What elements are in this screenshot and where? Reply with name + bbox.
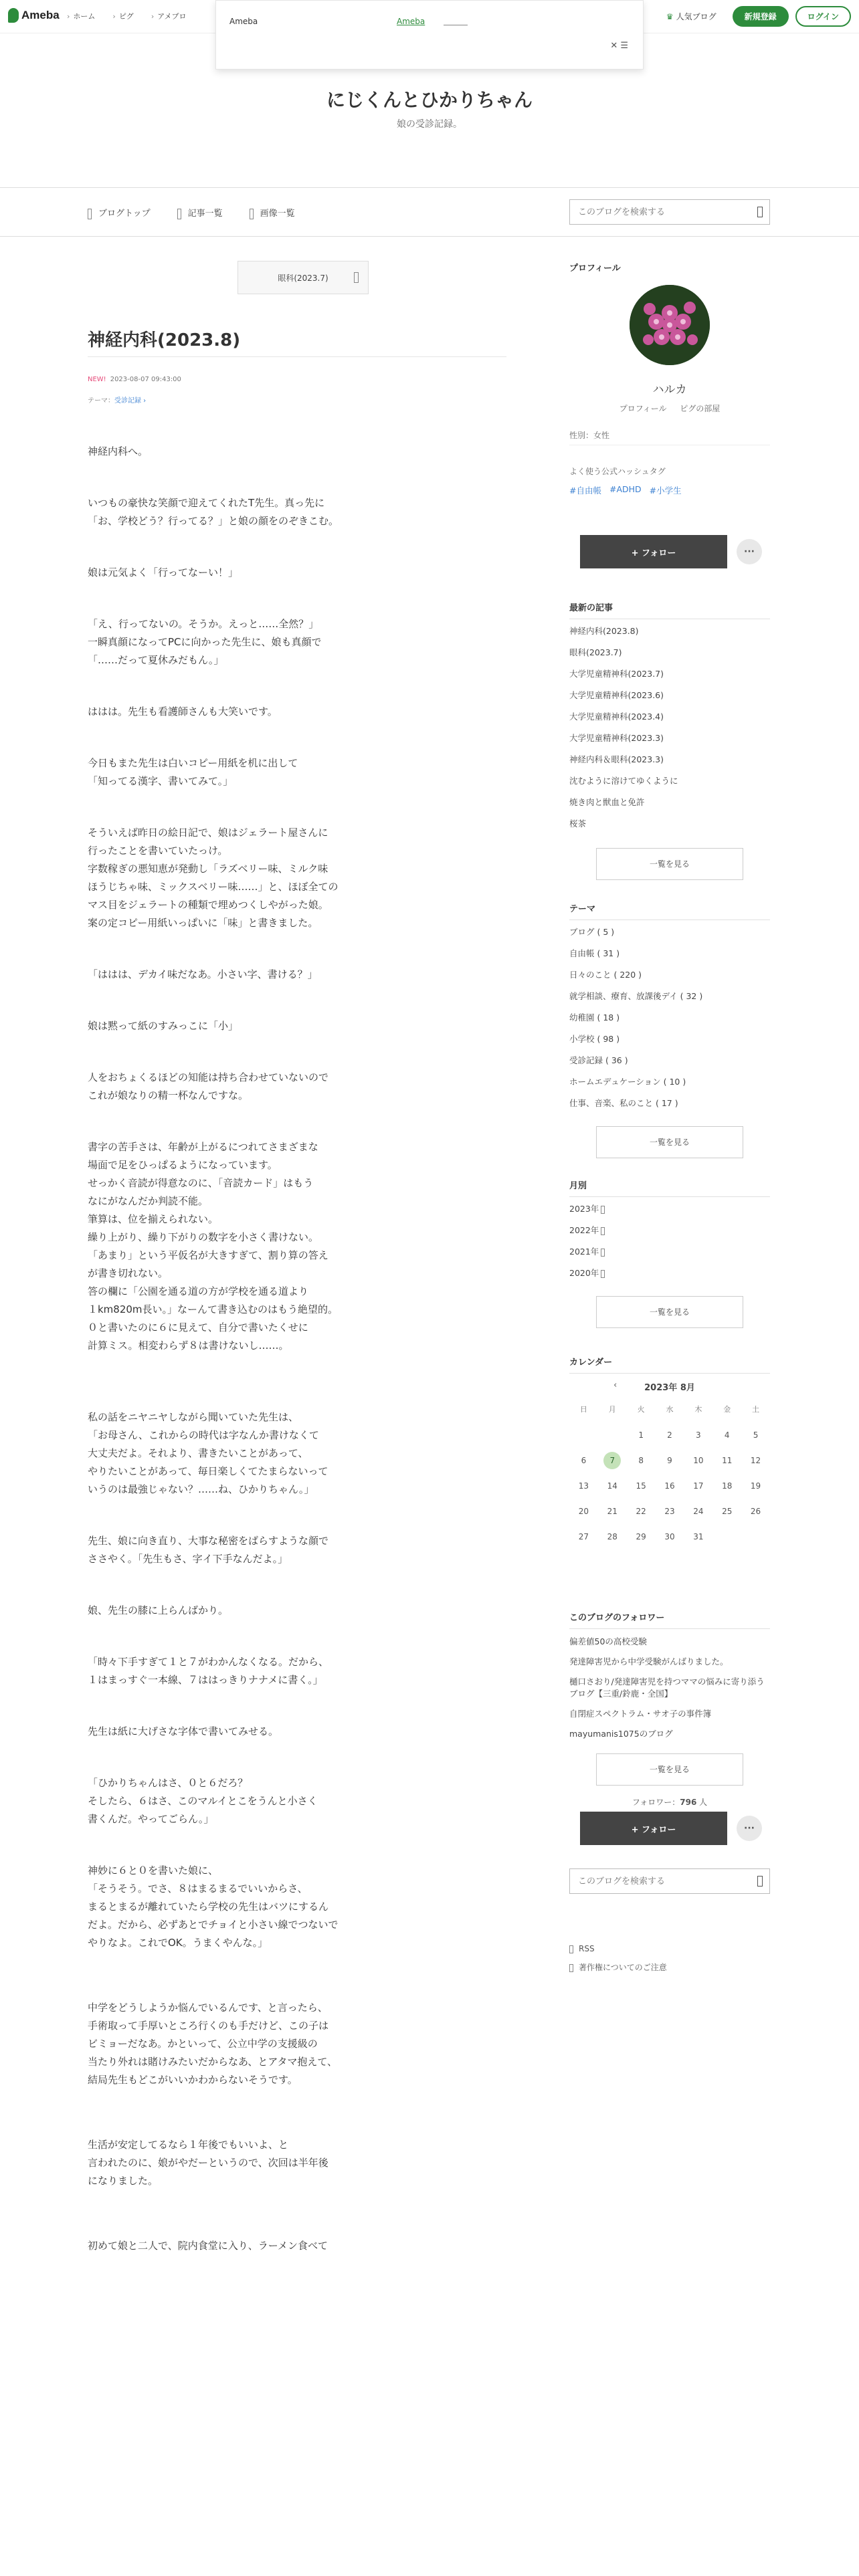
- entry-paragraph: 娘、先生の膝に上らんばかり。: [88, 1604, 229, 1616]
- calendar-prev-icon[interactable]: ‹: [613, 1380, 617, 1390]
- recent-list: [569, 621, 770, 835]
- recent-entry-link[interactable]: [569, 706, 770, 728]
- entry-theme: [88, 395, 146, 405]
- entry-paragraph: 先生は紙に大げさな字体で書いてみせる。: [88, 1725, 279, 1737]
- calendar-day[interactable]: 25: [722, 1507, 733, 1516]
- profile-links: [569, 403, 770, 414]
- entry-paragraph: そういえば昨日の絵日記で、娘はジェラート屋さんに 行ったことを書いていたっけ。 字数稼ぎの悪知恵が発動し「ラズベリー味、ミルク味 ほうじちゃ味、ミックスベリー味……」と、ほぼ全ての マス目をジェラートの種類で埋めつくしやがった娘。 案の定コピー用紙いっぱいに「味」と書きました。: [88, 827, 339, 929]
- global-nav: [67, 11, 187, 21]
- theme-link[interactable]: [569, 1050, 770, 1071]
- followers-section: [569, 1610, 770, 1845]
- calendar-day[interactable]: 30: [664, 1532, 675, 1541]
- theme-label: 受診記録: [114, 397, 141, 405]
- theme-link-label: 幼稚園 ( 18 ): [569, 1012, 620, 1023]
- recent-entry-link[interactable]: [569, 621, 770, 642]
- month-link[interactable]: [569, 1220, 770, 1241]
- prev-entry-label: 眼科(2023.7): [278, 273, 328, 283]
- profile-gender: 性別：女性: [569, 431, 610, 440]
- entry-paragraph: 娘は黙って紙のすみっこに「小」: [88, 1020, 239, 1032]
- entry-paragraph: 神妙に６と０を書いた娘に、 「そうそう。でさ、８はまるまるでいいからさ、 まるとまるが離れていたら学校の先生はバツにするん だよ。だから、必ずあとでチョイと小さい線でつないで やりなよ。これでOK。うまくやんな。」: [88, 1864, 339, 1949]
- hashtag-link[interactable]: #自由帳: [569, 486, 601, 496]
- entry-paragraph: 先生、娘に向き直り、大事な秘密をばらすような顔で ささやく。「先生もさ、字イ下手なんだよ。」: [88, 1535, 329, 1565]
- recent-entry-link[interactable]: [569, 728, 770, 749]
- calendar-day[interactable]: 9: [667, 1456, 672, 1465]
- calendar-day[interactable]: 6: [581, 1456, 587, 1465]
- calendar-day[interactable]: 22: [636, 1507, 646, 1516]
- calendar-day[interactable]: 10: [693, 1456, 704, 1465]
- hashtag-link[interactable]: #小学生: [649, 486, 682, 496]
- calendar-empty-cell: [569, 1422, 598, 1448]
- dropdown-link[interactable]: Ameba: [397, 17, 425, 26]
- recent-entry-link[interactable]: [569, 749, 770, 770]
- entry-paragraph: 生活が安定してるなら１年後でもいいよ、と 言われたのに、娘がやだーというので、次回は半年後 になりました。: [88, 2139, 328, 2187]
- signup-button[interactable]: 新規登録: [733, 6, 789, 27]
- follow-button[interactable]: + フォロー: [580, 535, 727, 568]
- profile-heading: プロフィール: [569, 263, 621, 274]
- entry-paragraph: 今日もまた先生は白いコピー用紙を机に出して 「知ってる漢字、書いてみて。」: [88, 757, 298, 787]
- calendar-section: [569, 1355, 770, 1549]
- theme-link-label: ブログ ( 5 ): [569, 927, 615, 937]
- ameba-logo[interactable]: [8, 8, 60, 23]
- entry-paragraph: 「ははは、デカイ味だなあ。小さい字、書ける？」: [88, 968, 318, 980]
- recent-entry-link-label: 焼き肉と獣血と免許: [569, 797, 645, 807]
- blog-title[interactable]: にじくんとひかりちゃん: [326, 89, 533, 111]
- profile-name[interactable]: ハルカ: [652, 383, 687, 397]
- recent-entry-link[interactable]: [569, 813, 770, 835]
- entry-paragraph: 娘は元気よく「行ってなーい！」: [88, 566, 239, 578]
- calendar-day[interactable]: 11: [722, 1456, 733, 1465]
- theme-link-label: 受診記録 ( 36 ): [569, 1055, 628, 1065]
- ameba-leaf-icon: [8, 8, 19, 23]
- more-menu-icon[interactable]: ···: [737, 539, 762, 564]
- theme-link-label: 就学相談、療育、放課後デイ ( 32 ): [569, 991, 703, 1001]
- sidebar-search: [569, 1868, 770, 1894]
- calendar-day[interactable]: 23: [664, 1507, 675, 1516]
- followers-heading: このブログのフォロワー: [569, 1610, 770, 1629]
- month-link-label: 2022年: [569, 1225, 599, 1235]
- calendar-empty-cell: [598, 1422, 627, 1448]
- tab-entry-list[interactable]: [177, 206, 223, 219]
- month-link-label: 2020年: [569, 1268, 599, 1278]
- nav-home[interactable]: › ホーム: [67, 11, 95, 21]
- calendar-day[interactable]: 13: [578, 1481, 589, 1491]
- entry-paragraph: 書字の苦手さは、年齢が上がるにつれてさまざまな 場面で足をひっぱるようになっています。 せっかく音読が得意なのに、「音読カード」はもう なにがなんだか判読不能。 筆算は、位を揃えられない。 繰り上がり、繰り下がりの数字を小さく書けない。 「あまり」という平仮名が大きすぎて、割り算の答え が書き切れない。 答の欄に「公園を通る道の方が学校を通る道より １km820m長い。」なーんて書き込むのはもう絶望的。 ０と書いたのに６に見えて、自分で書いたくせに 計算ミス。相変わらず８は書けないし……。: [88, 1141, 339, 1352]
- theme-link-label: ホームエデュケーション ( 10 ): [569, 1077, 686, 1087]
- theme-link[interactable]: [569, 1007, 770, 1029]
- followers-more-button[interactable]: 一覧を見る: [596, 1753, 743, 1786]
- followed-blog-link[interactable]: 樋口さおり/発達障害児を持つママの悩みに寄り添うブログ【三重/鈴鹿・全国】: [569, 1677, 765, 1699]
- theme-link[interactable]: [569, 964, 770, 986]
- calendar-day[interactable]: 18: [722, 1481, 733, 1491]
- folder-icon: [601, 1227, 605, 1235]
- new-badge: NEW!: [88, 376, 106, 383]
- calendar-day[interactable]: 21: [607, 1507, 617, 1516]
- recent-entry-link-label: 桜茶: [569, 819, 587, 829]
- logo-text: Ameba: [21, 9, 60, 21]
- calendar-weekday: 土: [752, 1405, 760, 1414]
- document-icon: [569, 1964, 573, 1972]
- recent-entry-link-label: 眼科(2023.7): [569, 647, 622, 657]
- themes-section: [569, 901, 770, 1158]
- ameba-dropdown-panel: [215, 0, 644, 70]
- entry-title[interactable]: 神経内科(2023.8): [88, 330, 241, 350]
- calendar-day[interactable]: 15: [636, 1481, 646, 1491]
- theme-link[interactable]: [569, 1071, 770, 1093]
- blog-nav: [0, 187, 859, 237]
- blog-search: [569, 199, 770, 225]
- recent-entry-link[interactable]: [569, 685, 770, 706]
- calendar-weekday: 火: [637, 1405, 645, 1414]
- nav-pigg[interactable]: › ピグ: [112, 11, 133, 21]
- recent-more-button[interactable]: 一覧を見る: [596, 848, 743, 880]
- calendar-day[interactable]: 31: [693, 1532, 704, 1541]
- copyright-link[interactable]: 著作権についてのご注意: [579, 1963, 667, 1972]
- monthly-section: [569, 1178, 770, 1328]
- followed-blog-link[interactable]: 偏差値50の高校受験: [569, 1636, 647, 1646]
- entry-datetime: 2023-08-07 09:43:00: [110, 376, 181, 383]
- entry-paragraph: 神経内科へ。: [88, 445, 149, 457]
- calendar-day[interactable]: 3: [696, 1430, 701, 1440]
- recent-entry-link-label: 大学児童精神科(2023.3): [569, 733, 664, 743]
- popular-blog-label: 人気ブログ: [676, 12, 717, 21]
- rss-link[interactable]: RSS: [579, 1944, 595, 1953]
- calendar-day[interactable]: 28: [607, 1532, 617, 1541]
- theme-link[interactable]: 受診記録 ›: [114, 397, 147, 405]
- folder-icon: [601, 1206, 605, 1214]
- calendar-today: 7: [603, 1452, 621, 1469]
- month-link[interactable]: [569, 1198, 770, 1220]
- calendar-day[interactable]: 2: [667, 1430, 672, 1440]
- search-icon[interactable]: [757, 1876, 763, 1887]
- calendar-day[interactable]: 5: [753, 1430, 759, 1440]
- entry-paragraph: 人をおちょくるほどの知能は持ち合わせていないので これが娘なりの精一杯なんですな。: [88, 1071, 329, 1101]
- tab-label: ブログトップ: [98, 209, 151, 219]
- month-link-label: 2021年: [569, 1247, 599, 1257]
- header-actions: [666, 6, 851, 27]
- month-link-label: 2023年: [569, 1204, 599, 1214]
- follower-count-suffix: 人: [696, 1798, 708, 1807]
- calendar-weekday: 金: [723, 1405, 731, 1414]
- tab-label: 記事一覧: [187, 209, 223, 219]
- tab-image-list[interactable]: [250, 206, 295, 219]
- sidebar-footer-links: [569, 1939, 667, 1977]
- monthly-more-button[interactable]: 一覧を見る: [596, 1296, 743, 1328]
- calendar-day[interactable]: 24: [693, 1507, 704, 1516]
- month-link[interactable]: [569, 1241, 770, 1263]
- calendar-empty-cell: [712, 1524, 741, 1549]
- profile-link[interactable]: プロフィール: [619, 404, 667, 413]
- hashtag-heading: よく使う公式ハッシュタグ: [569, 467, 666, 476]
- title-divider: [88, 356, 506, 357]
- pigg-room-link[interactable]: ピグの部屋: [680, 404, 721, 413]
- image-list-icon: [250, 209, 254, 219]
- flower-avatar-image: [630, 285, 710, 365]
- entry-paragraph: ははは。先生も看護師さんも大笑いです。: [88, 706, 278, 718]
- month-list: [569, 1198, 770, 1284]
- entry-paragraph: 私の話をニヤニヤしながら聞いていた先生は、 「お母さん、これからの時代は字なんか書けなくて 大丈夫だよ。それより、書きたいことがあって、 やりたいことがあって、毎日楽しくてたまらないって いうのは最強じゃない？……ね、ひかりちゃん。」: [88, 1411, 328, 1495]
- follower-count-value: 796: [680, 1798, 697, 1807]
- calendar-day[interactable]: 26: [750, 1507, 761, 1516]
- popular-blog-link[interactable]: [666, 11, 717, 22]
- entry-paragraph: 初めて娘と二人で、院内食堂に入り、ラーメン食べて: [88, 2240, 328, 2252]
- recent-entries-section: [569, 601, 770, 880]
- entry-body: [88, 443, 506, 2255]
- more-menu-icon[interactable]: ···: [737, 1816, 762, 1841]
- calendar-heading: カレンダー: [569, 1355, 770, 1374]
- sidebar-search-input[interactable]: [570, 1869, 769, 1893]
- entry-meta: [88, 376, 181, 383]
- profile-section: [569, 261, 770, 558]
- bottom-follow-row: [580, 1812, 770, 1845]
- theme-link-label: 日々のこと ( 220 ): [569, 970, 642, 980]
- calendar-day[interactable]: 17: [693, 1481, 704, 1491]
- rss-icon: [569, 1945, 573, 1953]
- themes-more-button[interactable]: 一覧を見る: [596, 1126, 743, 1158]
- calendar-day[interactable]: 27: [578, 1532, 589, 1541]
- follower-count: [569, 1796, 770, 1808]
- theme-link-label: 自由帳 ( 31 ): [569, 948, 620, 958]
- calendar-day[interactable]: 20: [578, 1507, 589, 1516]
- theme-link-label: 仕事、音楽、私のこと ( 17 ): [569, 1098, 678, 1108]
- follower-count-prefix: フォロワー：: [632, 1798, 680, 1807]
- calendar-day[interactable]: 19: [750, 1481, 761, 1491]
- recent-entry-link-label: 神経内科＆眼科(2023.3): [569, 754, 664, 764]
- recent-entry-link[interactable]: [569, 642, 770, 663]
- recent-entry-link[interactable]: [569, 792, 770, 813]
- dropdown-close-icon[interactable]: ✕ ☰: [610, 41, 628, 51]
- tab-blog-top[interactable]: [88, 206, 151, 219]
- calendar-month: [569, 1380, 770, 1393]
- calendar-empty-cell: [741, 1524, 770, 1549]
- theme-link[interactable]: [569, 943, 770, 964]
- theme-link[interactable]: [569, 1029, 770, 1050]
- calendar-day[interactable]: 16: [664, 1481, 675, 1491]
- calendar-day[interactable]: 29: [636, 1532, 646, 1541]
- avatar[interactable]: [630, 285, 710, 365]
- entry-paragraph: 「時々下手すぎて１と７がわかんなくなる。だから、 １はまっすぐ一本線、７ははっきりナナメに書く。」: [88, 1656, 329, 1686]
- recent-heading: 最新の記事: [569, 601, 770, 619]
- calendar-grid: [569, 1397, 770, 1549]
- recent-entry-link[interactable]: [569, 770, 770, 792]
- calendar-weekday: 水: [666, 1405, 674, 1414]
- calendar-day[interactable]: 1: [638, 1430, 644, 1440]
- recent-entry-link[interactable]: [569, 663, 770, 685]
- crown-icon: ♛: [666, 12, 674, 21]
- monthly-heading: 月別: [569, 1178, 770, 1197]
- calendar-day[interactable]: 12: [750, 1456, 761, 1465]
- theme-link-label: 小学校 ( 98 ): [569, 1034, 620, 1044]
- entry-list-icon: [177, 209, 181, 219]
- blog-nav-tabs: [88, 206, 295, 219]
- theme-prefix: テーマ：: [88, 397, 114, 405]
- calendar-weekday: 木: [694, 1405, 702, 1414]
- recent-entry-link-label: 大学児童精神科(2023.6): [569, 690, 664, 700]
- chevron-right-icon: [354, 272, 359, 283]
- login-button[interactable]: ログイン: [795, 6, 851, 27]
- folder-icon: [601, 1270, 605, 1278]
- nav-ameblo[interactable]: › アメブロ: [151, 11, 187, 21]
- theme-link[interactable]: [569, 1093, 770, 1114]
- entry-paragraph: 「え、行ってないの。そうか。えっと……全然？」 一瞬真顔になってPCに向かった先生に、娘も真顔で 「……だって夏休みだもん。」: [88, 618, 322, 666]
- dropdown-title: Ameba: [229, 17, 258, 26]
- theme-link[interactable]: [569, 986, 770, 1007]
- calendar-weekday: 月: [608, 1405, 616, 1414]
- blog-top-icon: [88, 209, 92, 219]
- theme-link[interactable]: [569, 922, 770, 943]
- calendar-month-label: 2023年 8月: [644, 1383, 695, 1393]
- hashtag-list: [569, 484, 682, 496]
- entry-paragraph: 中学をどうしようか悩んでいるんです、と言ったら、 手術取って手厚いところ行くのも手だけど、この子は ビミョーだなあ。かといって、公立中学の支援級の 当たり外れは賭けみたいだからなあ、とアタマ抱えて、 結局先生もどこがいいかわからないそうです。: [88, 2002, 338, 2086]
- calendar-weekday: 日: [579, 1405, 587, 1414]
- profile-follow-row: [580, 535, 762, 568]
- calendar-day[interactable]: 14: [607, 1481, 617, 1491]
- month-link[interactable]: [569, 1263, 770, 1284]
- follower-list: [569, 1632, 770, 1744]
- themes-heading: テーマ: [569, 901, 770, 920]
- calendar-day[interactable]: 4: [724, 1430, 730, 1440]
- entry-paragraph: 「ひかりちゃんはさ、０と６だろ？ そしたら、６はさ、このマルイとこをうんと小さく 書くんだ。やってごらん。」: [88, 1777, 318, 1825]
- calendar-day[interactable]: [598, 1448, 627, 1473]
- blog-search-input[interactable]: [570, 200, 769, 224]
- followed-blog-link[interactable]: mayumanis1075のブログ: [569, 1729, 673, 1739]
- recent-entry-link-label: 神経内科(2023.8): [569, 626, 639, 636]
- recent-entry-link-label: 沈むように溶けてゆくように: [569, 776, 678, 786]
- hashtag-link[interactable]: #ADHD: [609, 484, 642, 494]
- theme-list: [569, 922, 770, 1114]
- follow-button[interactable]: + フォロー: [580, 1812, 727, 1845]
- followed-blog-link[interactable]: 発達障害児から中学受験がんばりました。: [569, 1656, 729, 1667]
- search-icon[interactable]: [757, 207, 763, 217]
- recent-entry-link-label: 大学児童精神科(2023.7): [569, 669, 664, 679]
- recent-entry-link-label: 大学児童精神科(2023.4): [569, 712, 664, 722]
- tab-label: 画像一覧: [260, 209, 295, 219]
- entry-paragraph: いつもの豪快な笑顔で迎えてくれたT先生。真っ先に 「お、学校どう？行ってる？」と娘の顔をのぞきこむ。: [88, 497, 339, 527]
- calendar-day[interactable]: 8: [638, 1456, 644, 1465]
- blog-description: 娘の受診記録。: [397, 119, 462, 130]
- folder-icon: [601, 1249, 605, 1257]
- prev-entry-button[interactable]: [237, 261, 369, 294]
- followed-blog-link[interactable]: 自閉症スペクトラム・サオ子の事件簿: [569, 1709, 712, 1719]
